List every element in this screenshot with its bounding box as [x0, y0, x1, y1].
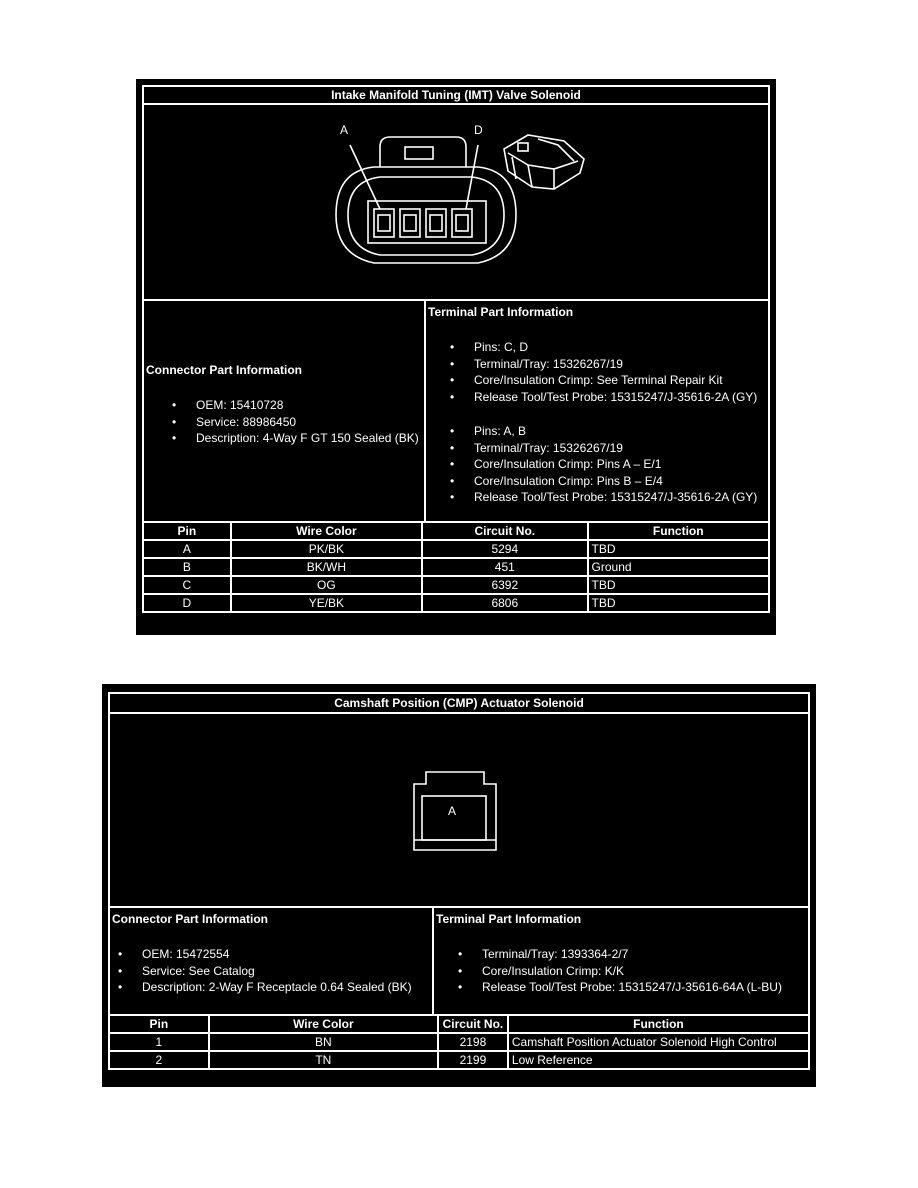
list-item: • Release Tool/Test Probe: 15315247/J-35616-64A (L-BU)	[452, 979, 782, 996]
table-cell: TBD	[588, 540, 769, 558]
table-header: Pin	[143, 522, 231, 540]
table-header: Pin	[109, 1015, 209, 1033]
cmp-title: Camshaft Position (CMP) Actuator Solenoid	[108, 692, 810, 714]
list-item: • Terminal/Tray: 1393364-2/7	[452, 946, 782, 963]
table-header: Wire Color	[209, 1015, 438, 1033]
table-cell: 1	[109, 1033, 209, 1051]
table-cell: TN	[209, 1051, 438, 1069]
table-row	[109, 1033, 809, 1051]
table-header: Wire Color	[231, 522, 422, 540]
table-cell: BK/WH	[231, 558, 422, 576]
table-header: Function	[508, 1015, 809, 1033]
list-item: • Release Tool/Test Probe: 15315247/J-35616-2A (GY)	[444, 489, 757, 506]
table-row	[143, 576, 769, 594]
imt-pin-a-label: A	[340, 123, 349, 137]
table-cell: 2199	[438, 1051, 508, 1069]
list-item: • Core/Insulation Crimp: Pins B – E/4	[444, 473, 757, 490]
imt-connector-oem: • OEM: 15410728	[166, 397, 419, 414]
table-cell: 6806	[422, 594, 587, 612]
table-cell: 2	[109, 1051, 209, 1069]
cmp-terminal-heading: Terminal Part Information	[436, 912, 582, 926]
imt-terminal-info	[424, 299, 770, 523]
imt-connector-description: • Description: 4-Way F GT 150 Sealed (BK)	[166, 430, 419, 447]
table-cell: Camshaft Position Actuator Solenoid High Control	[508, 1033, 809, 1051]
imt-pin-table	[142, 521, 770, 613]
list-item: • Release Tool/Test Probe: 15315247/J-35616-2A (GY)	[444, 389, 757, 406]
list-item: • Core/Insulation Crimp: See Terminal Repair Kit	[444, 372, 757, 389]
imt-pin-d-label: D	[474, 123, 483, 137]
table-cell: D	[143, 594, 231, 612]
list-item: • Pins: A, B	[444, 423, 757, 440]
table-header: Circuit No.	[422, 522, 587, 540]
imt-panel	[136, 79, 776, 635]
cmp-connector-service: • Service: See Catalog	[112, 963, 412, 980]
list-item: • Terminal/Tray: 15326267/19	[444, 440, 757, 457]
imt-connector-heading: Connector Part Information	[146, 363, 303, 377]
table-cell: 5294	[422, 540, 587, 558]
table-row	[143, 594, 769, 612]
cmp-connector-diagram	[110, 714, 808, 906]
table-cell: TBD	[588, 594, 769, 612]
list-item: • Pins: C, D	[444, 339, 757, 356]
imt-connector-info	[142, 299, 426, 523]
cmp-diagram-area	[108, 712, 810, 908]
list-item: • Terminal/Tray: 15326267/19	[444, 356, 757, 373]
cmp-terminal-info	[432, 906, 810, 1016]
table-cell: Ground	[588, 558, 769, 576]
cmp-connector-heading: Connector Part Information	[112, 912, 269, 926]
imt-connector-diagram	[144, 105, 768, 299]
table-cell: A	[143, 540, 231, 558]
imt-title: Intake Manifold Tuning (IMT) Valve Solenoid	[142, 85, 770, 105]
table-row	[143, 540, 769, 558]
imt-diagram-area	[142, 103, 770, 301]
table-cell: C	[143, 576, 231, 594]
table-row	[109, 1051, 809, 1069]
cmp-connector-info	[108, 906, 434, 1016]
list-item: • Core/Insulation Crimp: Pins A – E/1	[444, 456, 757, 473]
table-row	[143, 558, 769, 576]
cmp-connector-oem: • OEM: 15472554	[112, 946, 412, 963]
table-header: Function	[588, 522, 769, 540]
imt-terminal-heading: Terminal Part Information	[428, 305, 574, 319]
table-cell: 451	[422, 558, 587, 576]
table-cell: 2198	[438, 1033, 508, 1051]
table-cell: YE/BK	[231, 594, 422, 612]
table-cell: BN	[209, 1033, 438, 1051]
table-header: Circuit No.	[438, 1015, 508, 1033]
cmp-pin-table	[108, 1014, 810, 1070]
table-cell: 6392	[422, 576, 587, 594]
table-cell: Low Reference	[508, 1051, 809, 1069]
table-cell: TBD	[588, 576, 769, 594]
list-item: • Core/Insulation Crimp: K/K	[452, 963, 782, 980]
cmp-panel	[102, 684, 816, 1087]
cmp-pin-a-label: A	[448, 804, 457, 818]
imt-connector-service: • Service: 88986450	[166, 414, 419, 431]
table-cell: OG	[231, 576, 422, 594]
cmp-connector-description: • Description: 2-Way F Receptacle 0.64 Sealed (BK)	[112, 979, 412, 996]
table-cell: PK/BK	[231, 540, 422, 558]
table-cell: B	[143, 558, 231, 576]
